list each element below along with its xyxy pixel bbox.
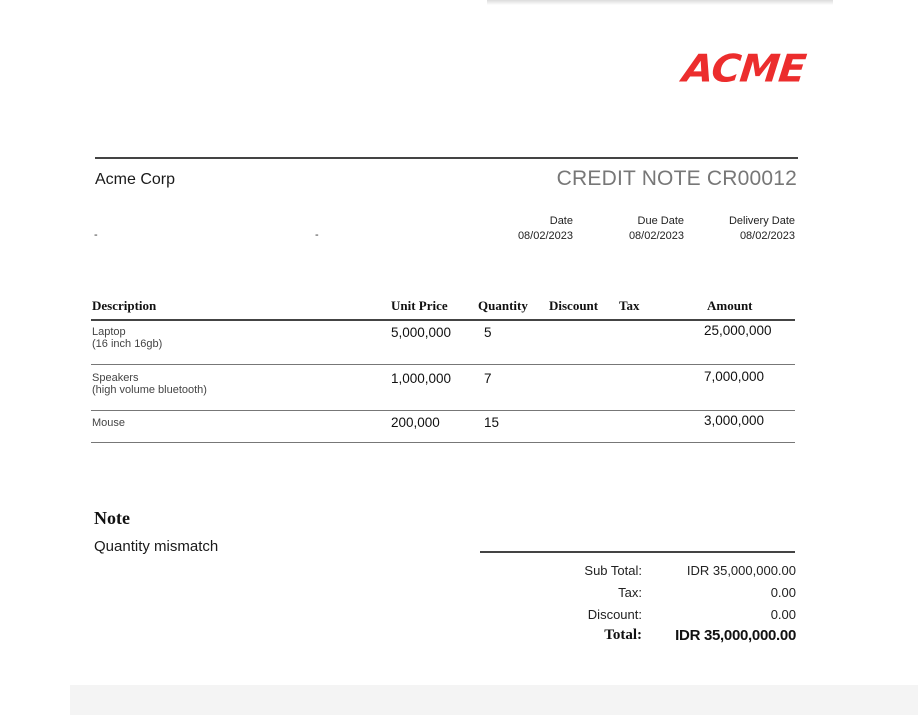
item-name: Speakers — [92, 372, 139, 384]
note-title: Note — [94, 508, 130, 528]
item-detail: (high volume bluetooth) — [92, 384, 207, 396]
address-right: - — [315, 229, 319, 241]
column-header-tax: Tax — [619, 298, 640, 313]
document-title: CREDIT NOTE CR00012 — [556, 167, 797, 190]
total-value: IDR 35,000,000.00 — [675, 627, 796, 644]
table-row-description — [92, 326, 162, 350]
bottom-bar — [70, 685, 918, 715]
row-divider — [91, 364, 795, 365]
address-left: - — [94, 229, 98, 241]
tax-value: 0.00 — [770, 585, 796, 600]
item-name: Mouse — [92, 417, 126, 429]
delivery-date-label: Delivery Date — [728, 215, 795, 227]
table-row-unit-price: 200,000 — [391, 415, 440, 430]
subtotal-label: Sub Total: — [584, 563, 642, 578]
table-row-quantity: 5 — [484, 325, 492, 340]
total-label: Total: — [604, 627, 642, 643]
table-header-divider — [91, 319, 795, 321]
item-name: Laptop — [92, 326, 126, 338]
table-row-quantity: 15 — [484, 415, 500, 430]
due-date-label: Due Date — [637, 215, 684, 227]
row-divider — [91, 410, 795, 411]
column-header-quantity: Quantity — [478, 298, 528, 313]
due-date-block — [629, 214, 684, 244]
table-row-quantity: 7 — [484, 371, 492, 386]
company-name: Acme Corp — [95, 171, 176, 188]
column-header-unit-price: Unit Price — [391, 298, 448, 313]
table-row-unit-price: 1,000,000 — [391, 371, 452, 386]
top-shadow — [487, 0, 833, 5]
discount-value: 0.00 — [770, 607, 796, 622]
tax-label: Tax: — [618, 585, 642, 600]
table-row-amount: 3,000,000 — [704, 413, 765, 428]
date-value: 08/02/2023 — [517, 230, 573, 242]
due-date-value: 08/02/2023 — [628, 230, 684, 242]
header-divider — [95, 157, 798, 159]
column-header-description: Description — [92, 298, 157, 313]
column-header-discount: Discount — [549, 298, 599, 313]
acme-logo: ACME — [680, 47, 808, 91]
date-label: Date — [549, 215, 573, 227]
table-row-description — [92, 372, 207, 396]
delivery-date-value: 08/02/2023 — [739, 230, 795, 242]
table-row-amount: 25,000,000 — [704, 323, 772, 338]
item-detail: (16 inch 16gb) — [92, 338, 163, 350]
totals-divider — [480, 551, 795, 553]
column-header-amount: Amount — [707, 298, 753, 313]
delivery-date-block — [729, 214, 795, 244]
table-row-description — [92, 417, 125, 429]
note-text: Quantity mismatch — [94, 538, 219, 555]
row-divider — [91, 442, 795, 443]
date-block — [518, 214, 573, 244]
subtotal-value: IDR 35,000,000.00 — [686, 563, 796, 578]
table-row-amount: 7,000,000 — [704, 369, 765, 384]
table-row-unit-price: 5,000,000 — [391, 325, 452, 340]
discount-label: Discount: — [587, 607, 642, 622]
